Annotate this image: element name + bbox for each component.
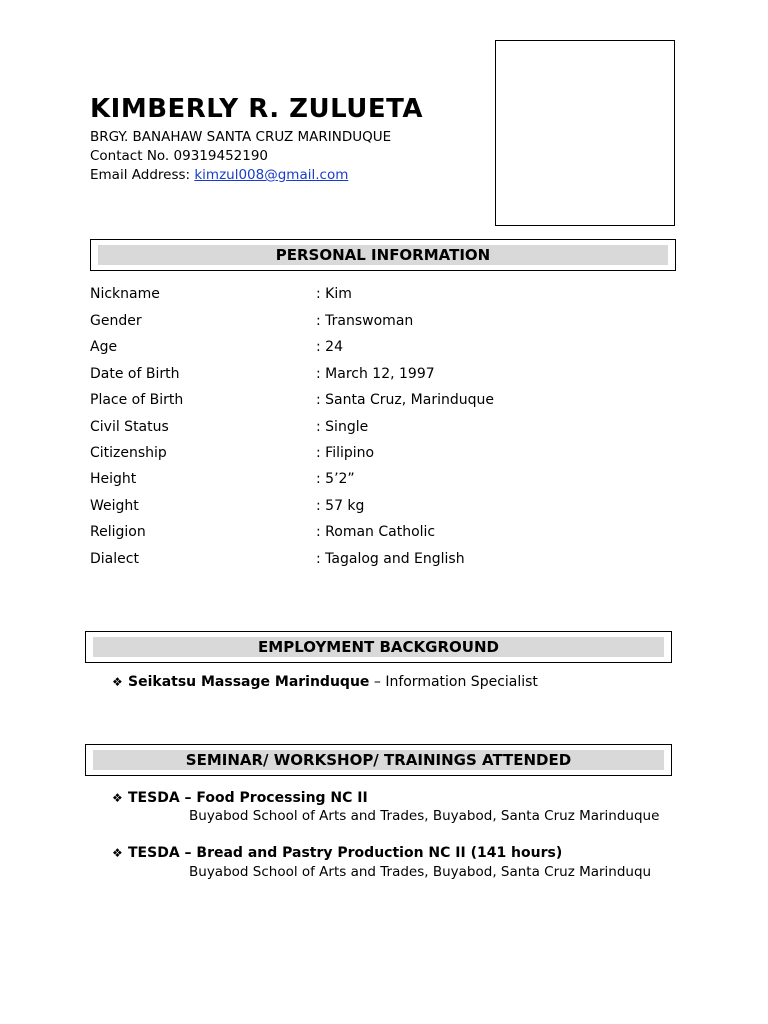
applicant-name: KIMBERLY R. ZULUETA <box>90 94 423 124</box>
email-link[interactable]: kimzul008@gmail.com <box>194 167 349 183</box>
info-value: : 24 <box>316 339 343 355</box>
info-label: Gender <box>90 313 142 329</box>
info-label: Dialect <box>90 551 139 567</box>
section-title: EMPLOYMENT BACKGROUND <box>93 637 664 657</box>
training-item <box>112 845 562 861</box>
section-employment-background <box>85 631 672 663</box>
training-item <box>112 790 368 806</box>
diamond-bullet-icon: ❖ <box>112 846 123 860</box>
info-label: Citizenship <box>90 445 167 461</box>
info-label: Religion <box>90 524 146 540</box>
contact-label: Contact No. <box>90 148 170 164</box>
address-line: BRGY. BANAHAW SANTA CRUZ MARINDUQUE <box>90 129 392 145</box>
contact-number: 09319452190 <box>173 148 269 164</box>
photo-placeholder <box>495 40 675 226</box>
training-title: TESDA – Bread and Pastry Production NC II (141 hours) <box>128 845 563 861</box>
info-value: : Filipino <box>316 445 375 461</box>
info-value: : Santa Cruz, Marinduque <box>316 392 494 408</box>
info-value: : 5’2” <box>316 471 355 487</box>
email-label: Email Address: <box>90 167 191 183</box>
info-label: Civil Status <box>90 419 169 435</box>
diamond-bullet-icon: ❖ <box>112 675 123 689</box>
contact-line <box>90 148 268 164</box>
diamond-bullet-icon: ❖ <box>112 791 123 805</box>
info-value: : Roman Catholic <box>316 524 436 540</box>
job-position: Information Specialist <box>385 674 538 690</box>
info-label: Height <box>90 471 137 487</box>
info-label: Nickname <box>90 286 160 302</box>
info-value: : March 12, 1997 <box>316 366 435 382</box>
info-label: Weight <box>90 498 139 514</box>
separator: – <box>369 674 386 690</box>
info-value: : 57 kg <box>316 498 365 514</box>
section-personal-information <box>90 239 676 271</box>
info-label: Date of Birth <box>90 366 180 382</box>
info-label: Place of Birth <box>90 392 184 408</box>
training-location: Buyabod School of Arts and Trades, Buyabod, Santa Cruz Marinduque <box>189 808 660 824</box>
info-value: : Tagalog and English <box>316 551 465 567</box>
employer-name: Seikatsu Massage Marinduque <box>128 674 370 690</box>
info-value: : Single <box>316 419 369 435</box>
info-label: Age <box>90 339 118 355</box>
section-seminars-trainings <box>85 744 672 776</box>
info-value: : Transwoman <box>316 313 414 329</box>
section-title: SEMINAR/ WORKSHOP/ TRAININGS ATTENDED <box>93 750 664 770</box>
training-title: TESDA – Food Processing NC II <box>128 790 368 806</box>
employment-item <box>112 674 538 690</box>
section-title: PERSONAL INFORMATION <box>98 245 668 265</box>
training-location: Buyabod School of Arts and Trades, Buyabod, Santa Cruz Marinduqu <box>189 864 652 880</box>
email-line <box>90 167 348 183</box>
info-value: : Kim <box>316 286 352 302</box>
